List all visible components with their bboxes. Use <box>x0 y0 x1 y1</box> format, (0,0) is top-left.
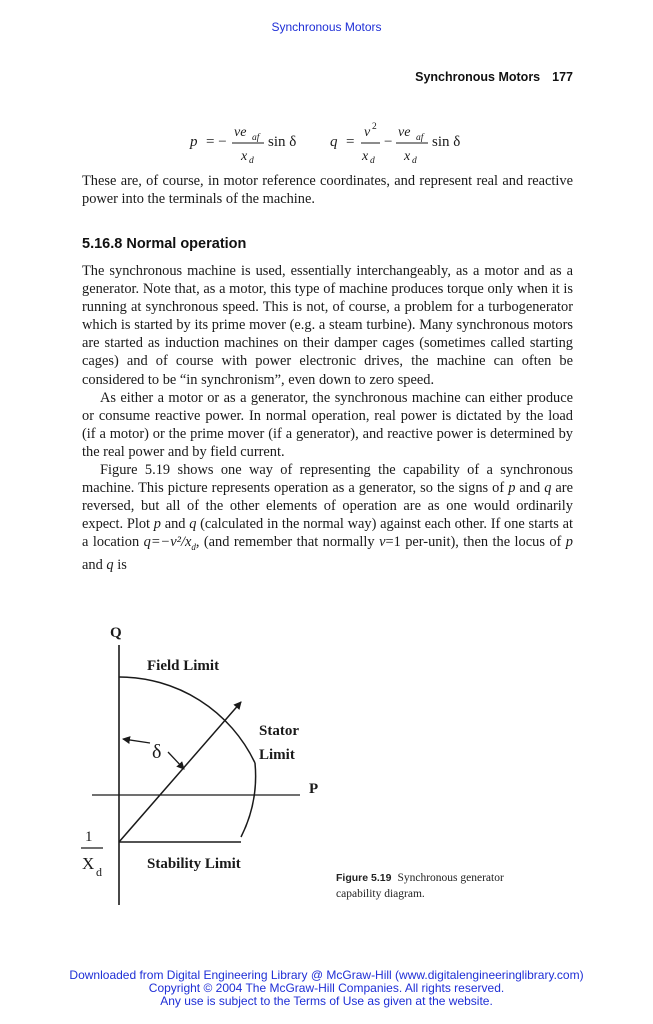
p3-var-q3: q <box>106 557 114 574</box>
field-limit-label: Field Limit <box>147 658 220 674</box>
delta-arrow-left <box>123 739 150 743</box>
body-text <box>82 262 573 574</box>
eq-p-num-sub: af <box>252 133 260 143</box>
eq-p-den: x <box>241 149 248 164</box>
stator-limit-label-1: Stator <box>259 723 299 739</box>
p3-seg-c: are reversed, but all of the other elements of operation are as one would ordinarily expect. Plot <box>82 480 573 533</box>
capability-diagram <box>0 615 653 915</box>
footer-terms-link[interactable]: Any use is subject to the Terms of Use as given at the website. <box>160 994 493 1008</box>
running-head <box>415 70 573 84</box>
figure-caption-label: Figure 5.19 <box>336 872 392 884</box>
phasor-arrow <box>119 702 241 842</box>
eq-q-den1: x <box>362 149 369 164</box>
p3-var-v: v <box>379 534 386 551</box>
stator-limit-label-2: Limit <box>259 747 295 763</box>
running-head-title: Synchronous Motors <box>415 70 541 84</box>
offset-denominator-sub: d <box>96 865 102 879</box>
figure-caption-text: Synchronous generator capability diagram. <box>336 872 504 900</box>
p3-seg-g: =1 per-unit), then the locus of <box>385 534 566 551</box>
eq-q-den1-sub: d <box>370 156 375 166</box>
footer <box>0 969 653 1008</box>
p3-seg-e: (calculated in the normal way) against each other. If one starts at a location <box>82 516 574 551</box>
intro-text: These are, of course, in motor reference coordinates, and represent real and reactive power into the terminals of the machine. <box>82 173 573 208</box>
intro-paragraph <box>82 172 573 208</box>
eq-p-sign: = − <box>206 134 227 150</box>
equations <box>0 110 653 170</box>
eq-q-den2-sub: d <box>412 156 417 166</box>
p3-seg-b: and <box>515 480 545 497</box>
p3-var-p1: p <box>508 480 516 497</box>
eq-q-minus: − <box>384 134 393 150</box>
p-axis-label: P <box>309 781 319 797</box>
p3-location-sub: d <box>191 542 196 553</box>
eq-q-num2: ve <box>398 125 411 140</box>
p3-var-p3: p <box>565 534 573 551</box>
offset-denominator: X <box>82 854 95 873</box>
p3-var-q1: q <box>544 480 552 497</box>
p3-seg-f: , (and remember that normally <box>195 534 380 551</box>
eq-p-den-sub: d <box>249 156 254 166</box>
eq-q-trig: sin δ <box>432 134 461 150</box>
eq-p-lhs: p <box>190 134 198 150</box>
p3-seg-i: is <box>113 557 127 574</box>
p3-location-expr: q=−v²/x <box>143 534 192 551</box>
top-header-link[interactable]: Synchronous Motors <box>271 20 382 34</box>
figure-caption <box>336 870 536 902</box>
paragraph-1: The synchronous machine is used, essentially interchangeably, as a motor and as a generator. Note that, as a motor, this type of machine produces torque only when it is running at synchronous speed. This is not, of course, a problem for a turbogenerator which is started by its prime mover (e.g. a steam turbine). Many synchronous motors are started as induction machines on their damper cages (sometimes called starting cages) and of course with power electronic drives, the machine can often be considered to be “in synchronism”, even down to zero speed. <box>82 263 573 388</box>
eq-p-num: ve <box>234 125 247 140</box>
eq-q-num1-sup: 2 <box>372 122 377 132</box>
p3-var-p2: p <box>153 516 161 533</box>
delta-symbol: δ <box>152 741 162 763</box>
stability-limit-label: Stability Limit <box>147 856 241 872</box>
eq-q-lhs: q <box>330 134 338 150</box>
p3-seg-h: and <box>82 557 107 574</box>
footer-copyright: Copyright © 2004 The McGraw-Hill Companies. All rights reserved. <box>148 981 505 995</box>
footer-download-link[interactable]: Downloaded from Digital Engineering Library @ McGraw-Hill (www.digitalengineeringlibrary.com) <box>69 968 584 982</box>
paragraph-3 <box>82 461 573 574</box>
eq-q-num1: v <box>364 125 371 140</box>
q-axis-label: Q <box>110 625 122 641</box>
stator-limit-curve <box>241 763 256 837</box>
page-number: 177 <box>552 70 573 84</box>
p3-var-q2: q <box>189 516 197 533</box>
delta-arrow-right <box>168 752 184 769</box>
section-heading: 5.16.8 Normal operation <box>82 236 247 252</box>
field-limit-curve <box>119 677 255 763</box>
eq-q-den2: x <box>404 149 411 164</box>
p3-seg-d: and <box>160 516 190 533</box>
p3-seg-a: Figure 5.19 shows one way of representing the capability of a synchronous machine. This picture represents operation as a generator, so the signs of <box>82 462 573 497</box>
offset-numerator: 1 <box>85 829 93 845</box>
eq-q-num2-sub: af <box>416 133 424 143</box>
eq-p-trig: sin δ <box>268 134 297 150</box>
paragraph-2: As either a motor or as a generator, the synchronous machine can either produce or consume reactive power. In normal operation, real power is dictated by the load (if a motor) or the prime mover (if a generator), and reactive power is determined by the real power and by field current. <box>82 389 573 460</box>
eq-q-eq: = <box>346 134 355 150</box>
